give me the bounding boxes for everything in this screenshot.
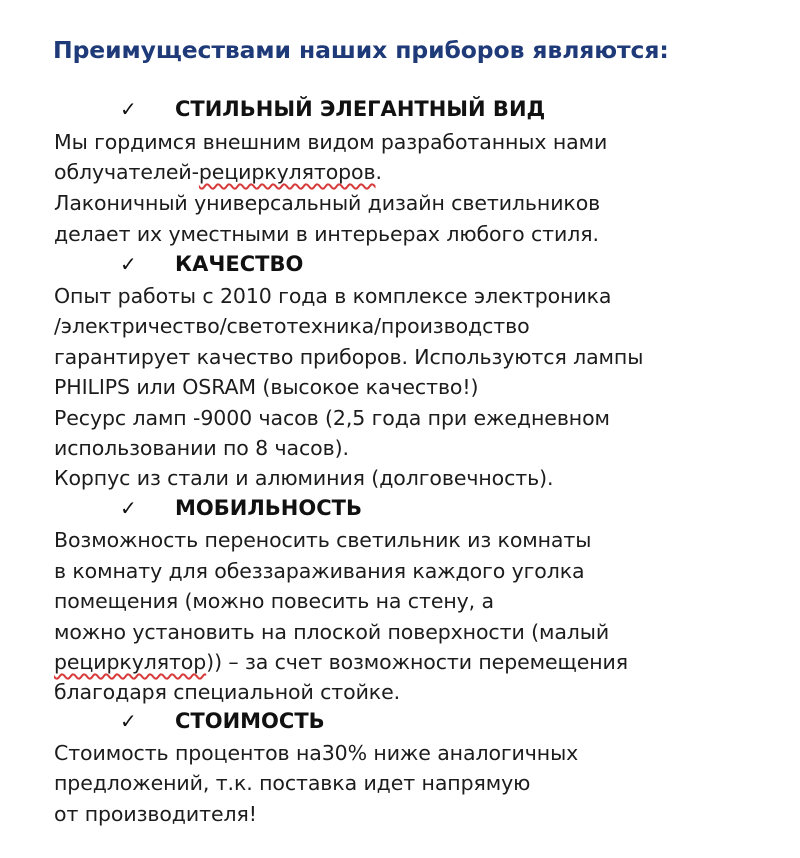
page-title: Преимуществами наших приборов являются: [53,36,669,64]
text-line: в комнату для обеззараживания каждого уголка [54,559,585,583]
text-line: Ресурс ламп -9000 часов (2,5 года при ежедневном [54,406,610,430]
text-line: облучателей-рециркуляторов. [54,160,382,184]
spellcheck-word: рециркуляторов [198,160,376,184]
text-line: Лаконичный универсальный дизайн светильников [54,191,601,215]
check-icon: ✓ [120,496,137,520]
text-line: гарантирует качество приборов. Используются лампы [54,345,644,369]
section-heading-style [120,97,545,121]
spellcheck-word: рециркулятор [54,650,207,674]
section-heading-mobility [120,496,362,520]
text-line: /электричество/светотехника/производство [54,314,530,338]
text-line: Корпус из стали и алюминия (долговечность). [54,466,554,490]
text-line: Мы гордимся внешним видом разработанных нами [54,130,608,154]
text-line: Возможность переносить светильник из комнаты [54,528,592,552]
text-line: PHILIPS или OSRAM (высокое качество!) [54,375,479,399]
text-line: от производителя! [54,802,257,826]
text-line: предложений, т.к. поставка идет напрямую [54,771,531,795]
section-heading-label: МОБИЛЬНОСТЬ [175,496,362,520]
check-icon: ✓ [120,252,137,276]
text-line: делает их уместными в интерьерах любого стиля. [54,222,599,246]
text-line: использовании по 8 часов). [54,436,349,460]
section-heading-label: СТОИМОСТЬ [175,709,325,733]
section-heading-label: СТИЛЬНЫЙ ЭЛЕГАНТНЫЙ ВИД [175,97,546,121]
section-heading-label: КАЧЕСТВО [175,252,304,276]
section-heading-quality [120,252,303,276]
check-icon: ✓ [120,709,137,733]
text-line: можно установить на плоской поверхности (малый [54,620,610,644]
text-line: помещения (можно повесить на стену, а [54,589,494,613]
text-line: Стоимость процентов на30% ниже аналогичных [54,741,579,765]
section-heading-cost [120,709,325,733]
text-line: рециркулятор)) – за счет возможности перемещения [54,650,628,674]
text-line: благодаря специальной стойке. [54,680,401,704]
text-line: Опыт работы с 2010 года в комплексе электроника [54,284,612,308]
check-icon: ✓ [120,97,137,121]
